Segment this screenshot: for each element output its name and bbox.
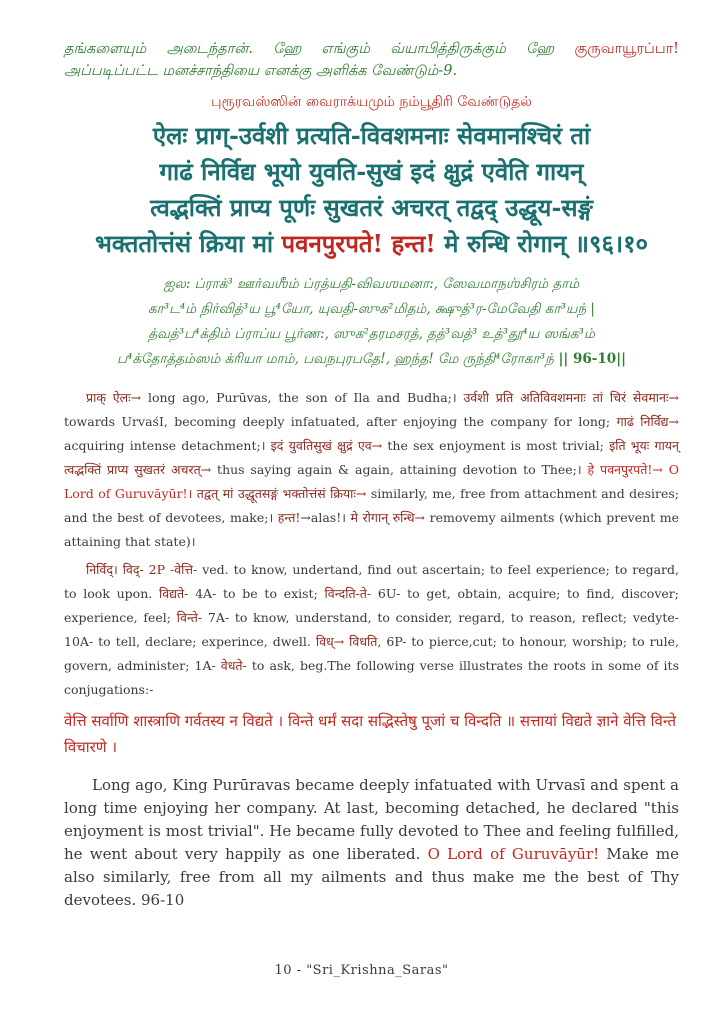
gloss-meaning: similarly, me, free from attachment and desires; and the best of devotees, make;। — [64, 486, 679, 525]
intro-text-1: தங்களையும் அடைந்தான். ஹே எங்கும் வ்யாபித்திருக்கும் ஹே — [64, 41, 555, 57]
gloss-term-highlight: हे पवनपुरपते!→ — [587, 462, 663, 477]
verse-reference: || 96-10|| — [553, 351, 627, 367]
gloss-meaning: long ago, Purūvas, the son of Ila and Budha;। — [141, 390, 464, 405]
grammar-notes — [64, 558, 679, 702]
note-term: विद्यते- — [158, 586, 189, 601]
illustrative-verse: वेत्ति सर्वाणि शास्त्राणि गर्वतस्य न विद्यते । विन्ते धर्मं सदा सद्भिस्तेषु पूजां च विन्दति ॥ सत्तायां विद्यते ज्ञाने वेत्ति विन्ते विचारणे । — [64, 712, 677, 756]
translit-line-1: ஐல: ப்ராக்³ ஊர்வஶீம் ப்ரத்யதி-விவஶமனா:, ஸேவமாநஶ்சிரம் தாம் — [163, 276, 580, 292]
verse-line-4-highlight: पवनपुरपते! हन्त! — [281, 229, 436, 258]
intro-text-2: அப்படிப்பட்ட மனச்சாந்தியை எனக்கு அளிக்க வேண்டும்-9. — [64, 63, 458, 79]
gloss-term: गाढं निर्विद्य→ — [616, 414, 680, 429]
page-footer: 10 - "Sri_Krishna_Saras" — [274, 963, 449, 978]
gloss-meaning: towards UrvaśI, becoming deeply infatuated, after enjoying the company for long; — [64, 414, 617, 429]
translit-line-4-text: ப⁴க்தோத்தம்ஸம் க்ரியா மாம், பவநபுரபதே!, ஹந்த! மே ருந்தி⁴ரோகா³ந் — [116, 351, 554, 367]
section-title: புரூரவஸ்ஸின் வைராக்யமும் நம்பூதிரி வேண்டுதல் — [211, 94, 532, 110]
gloss-meaning: acquiring intense detachment;। — [64, 438, 271, 453]
note-term: विद्- 2P -वेत्ति- — [117, 562, 198, 577]
gloss-meaning: →alas!। — [300, 510, 351, 525]
note-text: 6P- to pierce,cut; to honour, worship; to rule, govern, administer; 1A- — [64, 634, 679, 673]
note-text: to ask, beg.The following verse illustrates the roots in some of its conjugations:- — [64, 658, 679, 697]
summary-text-2: Make me also similarly, free from all my ailments and thus make me the best of Thy devotees. 96-10 — [64, 845, 679, 909]
gloss-meaning: removemy ailments (which prevent me attaining that state)। — [64, 510, 679, 549]
translit-line-4 — [64, 347, 679, 372]
verse-line-4 — [64, 226, 679, 262]
summary-highlight: O Lord of Guruvāyūr! — [427, 845, 600, 863]
note-term: विन्ते- — [176, 610, 203, 625]
gloss-term: उर्वशी प्रति अतिविवशमनाः तां चिरं सेवमानः→ — [463, 390, 679, 405]
verse-line-2: गाढं निर्विद्य भूयो युवति-सुखं इदं क्षुद्रं एवेति गायन् — [159, 157, 584, 186]
gloss-term: मे रोगान् रुन्धि→ — [350, 510, 426, 525]
gloss-term: इति भूयः गायन् त्वद्भक्तिं प्राप्य सुखतरं अचरत्→ — [64, 438, 679, 477]
verse-line-3: त्वद्भक्तिं प्राप्य पूर्णः सुखतरं अचरत् तद्वद् उद्धूय-सङ्गं — [150, 193, 593, 222]
tamil-transliteration — [64, 272, 679, 372]
verse-line-1: ऐलः प्राग्-उर्वशी प्रत्यति-विवशमनाः सेवमानश्चिरं तां — [152, 121, 591, 150]
page-content — [64, 38, 679, 912]
gloss-term: तद्वत् मां उद्धूतसङ्गं भक्तोत्तंसं क्रियाः→ — [196, 486, 367, 501]
translit-line-2: கா³ட⁴ம் நிர்வித்³ய பூ⁴யோ, யுவதி-ஸுக²மிதம், க்ஷுத்³ர-மேவேதி கா³யந் | — [148, 301, 595, 317]
word-meanings — [64, 386, 679, 554]
gloss-meaning-highlight: O Lord of Guruvāyūr!। — [64, 462, 679, 501]
note-term: विन्दति-ते- — [324, 586, 372, 601]
note-text: ved. to know, undertand, find out ascertain; to feel experience; to regard, to look upon. — [64, 562, 679, 601]
verse-line-4-a: भक्ततोत्तंसं क्रिया मां — [94, 229, 282, 258]
sanskrit-verse — [64, 118, 679, 262]
translit-line-3: த்வத்³ப⁴க்திம் ப்ராப்ய பூர்ண:, ஸுக²தரமசரத், தத்³வத்³ உத்³தூ⁴ய ஸங்க³ம் — [148, 326, 595, 342]
intro-paragraph — [64, 38, 679, 82]
gloss-meaning: the sex enjoyment is most trivial; — [382, 438, 610, 453]
note-text: 4A- to be to exist; — [188, 586, 325, 601]
note-text: 6U- to get, obtain, acquire; to find, discover; experience, feel; — [64, 586, 679, 625]
note-text: 7A- to know, understand, to consider, regard, to reason, reflect; vedyte- 10A- to tell, declare; experince, dwell. — [64, 610, 679, 649]
verse-line-4-b: मे रुन्धि रोगान् ॥९६।१० — [435, 229, 649, 258]
gloss-meaning: thus saying again & again, attaining devotion to Thee;। — [211, 462, 588, 477]
summary-paragraph — [64, 774, 679, 912]
summary-text-1: Long ago, King Purūravas became deeply infatuated with Urvasī and spent a long time enjoying her company. At last, becoming detached, he declared "this enjoyment is most trivial". He became fully devoted to Thee and feeling fulfilled, he went about very happily as one liberated. — [64, 776, 679, 863]
intro-highlight: குருவாயூரப்பா! — [574, 41, 680, 57]
note-term: वेधते- — [220, 658, 247, 673]
note-term: विध्→ विधति, — [315, 634, 382, 649]
gloss-term: इदं युवतिसुखं क्षुद्रं एव→ — [270, 438, 383, 453]
note-term: निर्विद्। — [86, 562, 118, 577]
gloss-term: हन्त! — [277, 510, 301, 525]
gloss-term: प्राक् ऐलः→ — [86, 390, 142, 405]
